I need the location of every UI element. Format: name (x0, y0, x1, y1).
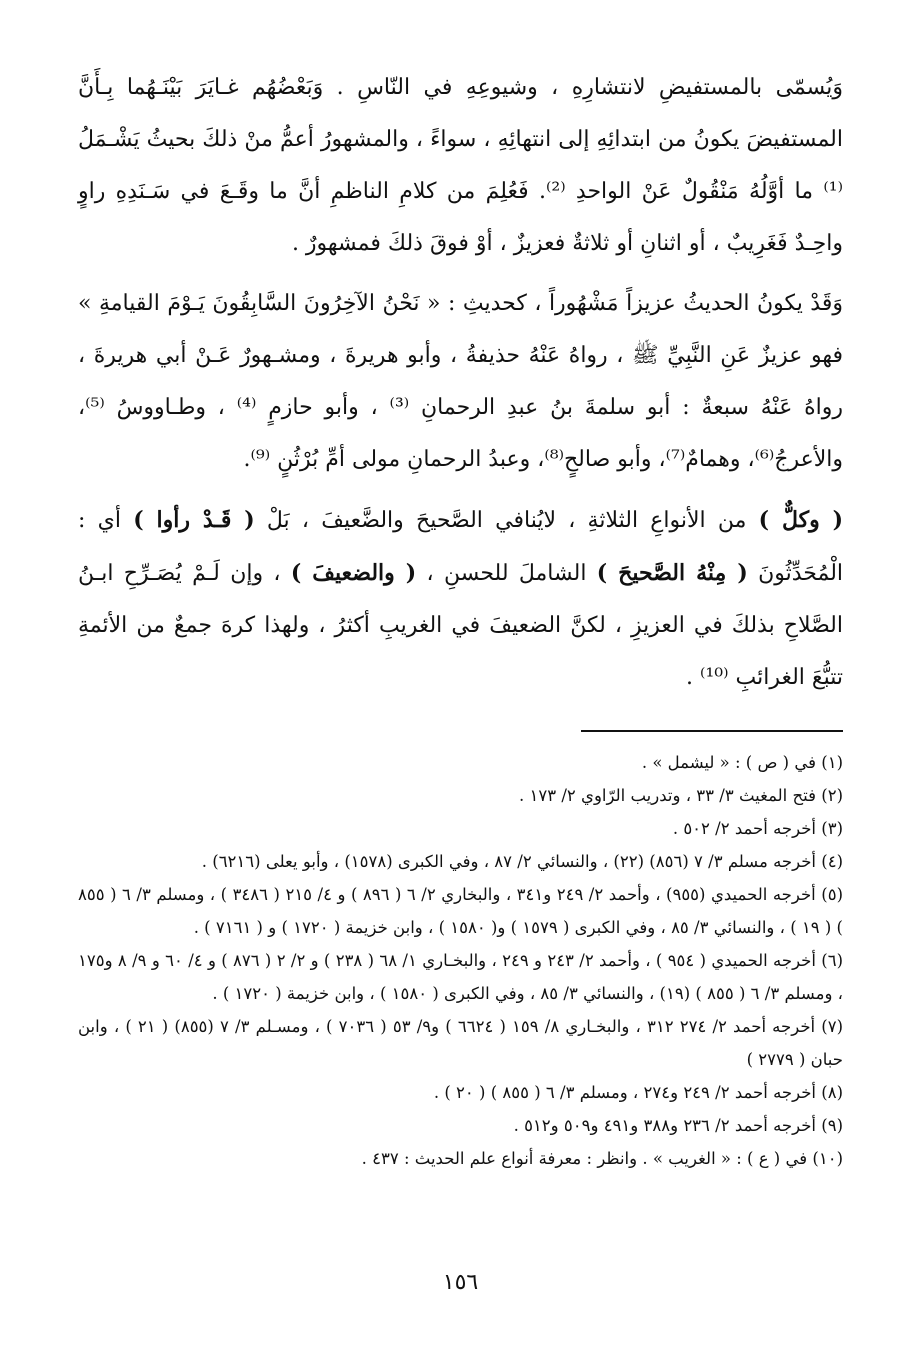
text-segment: ، وعبدُ الرحمانِ مولى أمِّ بُرْثُنٍ (277, 447, 545, 472)
footnote-3: (٣) أخرجه أحمد ٢/ ٥٠٢ . (672, 819, 843, 838)
text-segment: أي : الْمُحَدِّثُونَ (78, 508, 844, 586)
text-segment: ، وطـاووسُ (116, 395, 225, 420)
footnote-6: (٦) أخرجه الحميدي ( ٩٥٤ ) ، وأحمد ٢/ ٢٤٣ و ٢٤٩ ، والبخـاري ١/ ٦٨ ( ٢٣٨ ) و ٢/ ٢ ( ٨٧٦ ) و ٤/ ٦٠ و ٩/ ٨ و١٧٥ ، ومسلم ٣/ ٦ ( ٨٥٥ ) (١٩) ، والنسائي ٣/ ٨٥ ، وفي الكبرى ( ١٥٨٠ ) ، وابن خزيمة ( ١٧٢٠ ) . (78, 951, 844, 1003)
footnote-9: (٩) أخرجه أحمد ٢/ ٢٣٦ و٣٨٨ و٤٩١ و٥٠٩ و٥١٢ . (513, 1116, 843, 1135)
text-segment: ⁽⁹⁾ (250, 447, 278, 472)
text-segment: . فَعُلِمَ من كلامِ الناظمِ أنَّ ما وقَـعَ في سَـنَدِهِ راوٍ واحِـدٌ فَغَرِيبٌ ، أو اثنانِ أو ثلاثةٌ فعزيزٌ ، أوْ فوقَ ذلكَ فمشهورٌ . (78, 179, 843, 256)
footnote-divider (581, 730, 843, 732)
text-segment: . (243, 447, 251, 472)
footnote-2: (٢) فتح المغيث ٣/ ٣٣ ، وتدريب الرّاوي ٢/ ١٧٣ . (519, 786, 843, 805)
footnotes (78, 746, 843, 1175)
paragraph-1 (78, 62, 843, 270)
footnote-4: (٤) أخرجه مسلم ٣/ ٧ (٨٥٦) (٢٢) ، والنسائي ٢/ ٨٧ ، وفي الكبرى (١٥٧٨) ، وأبو يعلى (٦٢١٦) . (201, 852, 843, 871)
paragraph-2 (78, 278, 843, 486)
page-number: ١٥٦ (442, 1270, 479, 1295)
text-segment: ⁽¹⁰⁾ (693, 665, 736, 690)
text-segment: ، وإن لَـمْ يُصَـرِّحِ ابـنُ الصَّلاحِ بذلكَ في العزيزِ ، لكنَّ الضعيفَ في الغريبِ أكثرُ ، ولهذا كرهَ جمعٌ من الأئمةِ تتبُّعَ الغرائبِ (78, 561, 843, 690)
text-segment: ⁽⁵⁾ (85, 395, 117, 420)
bold-text-segment: ( قَـدْ رأوا ) (133, 507, 255, 533)
main-text (78, 62, 843, 704)
text-segment: الشاملَ للحسنِ ، (416, 561, 597, 586)
text-segment: ، وهمامٌ (685, 447, 755, 472)
text-segment: ، وأبو حازمٍ (268, 395, 378, 420)
footnote-10: (١٠) في ( ع ) : « الغريب » . وانظر : معرفة أنواع علم الحديث : ٤٣٧ . (361, 1149, 843, 1168)
footnote-5: (٥) أخرجه الحميدي (٩٥٥) ، وأحمد ٢/ ٢٤٩ و٣٤١ ، والبخاري ٢/ ٦ ( ٨٩٦ ) و ٤/ ٢١٥ ( ٣٤٨٦ ) ، ومسلم ٣/ ٦ ( ٨٥٥ ) ( ١٩ ) ، والنسائي ٣/ ٨٥ ، وفي الكبرى ( ١٥٧٩ ) و( ١٥٨٠ ) ، وابن خزيمة ( ١٧٢٠ ) و ( ٧١٦١ ) . (78, 885, 844, 937)
text-segment: ما أوَّلُهُ مَنْقُولٌ عَنْ الواحدِ (575, 179, 814, 204)
footnote-7: (٧) أخرجه أحمد ٢/ ٢٧٤ ٣١٢ ، والبخـاري ٨/ ١٥٩ ( ٦٦٢٤ ) و٩/ ٥٣ ( ٧٠٣٦ ) ، ومسـلم ٣/ ٧ (٨٥٥) ( ٢١ ) ، وابن حبان ( ٢٧٧٩ ) (78, 1017, 844, 1069)
text-segment: . (686, 665, 694, 690)
footnote-1: (١) في ( ص ) : « ليشمل » . (641, 753, 843, 772)
bold-text-segment: ( والضعيفَ ) (290, 560, 417, 586)
text-segment: ⁽¹⁾ (813, 179, 843, 204)
bold-text-segment: ( مِنْهُ الصَّحيحَ ) (596, 560, 748, 586)
footnote-8: (٨) أخرجه أحمد ٢/ ٢٤٩ و٢٧٤ ، ومسلم ٣/ ٦ ( ٨٥٥ ) ( ٢٠ ) . (433, 1083, 843, 1102)
text-segment: من الأنواعِ الثلاثةِ ، لايُنافي الصَّحيحَ والضَّعيفَ ، بَلْ (254, 508, 759, 533)
text-segment: ⁽³⁾ (377, 395, 421, 420)
text-segment: ⁽⁷⁾ (665, 447, 686, 472)
text-segment: ، والأعرجُ (78, 395, 843, 472)
text-segment: ⁽²⁾ (545, 179, 576, 204)
text-segment: وَيُسمّى بالمستفيضِ لانتشارِهِ ، وشيوعِهِ في النّاسِ . وَبَعْضُهُم غـايَرَ بَيْنَـهُما بِـأَنَّ المستفيضَ يكونُ من ابتدائِهِ إلى انتهائِهِ ، سواءً ، والمشهورُ أعمُّ منْ ذلكَ بحيثُ يَشْـمَلُ (78, 75, 843, 152)
text-segment: ⁽⁴⁾ (224, 395, 269, 420)
text-segment: ⁽⁶⁾ (754, 447, 775, 472)
bold-text-segment: ( وكلٌّ ) (758, 507, 843, 533)
text-segment: ، وأبو صالحٍ (563, 447, 666, 472)
paragraph-3 (78, 494, 843, 704)
text-segment: ⁽⁸⁾ (544, 447, 564, 472)
text-segment: وَقَدْ يكونُ الحديثُ عزيزاً مَشْهُوراً ، كحديثِ : « نَحْنُ الآخِرُونَ السَّابِقُونَ يَـوْمَ القيامةِ » فهو عزيزٌ عَنِ النَّبِيِّ ﷺ ، رواهُ عَنْهُ حذيفةُ ، وأبو هريرةَ ، ومشـهورٌ عَـنْ أبي هريرةَ ، رواهُ عَنْهُ سبعةٌ : أبو سلمةَ بنُ عبدِ الرحمانِ (78, 291, 844, 420)
